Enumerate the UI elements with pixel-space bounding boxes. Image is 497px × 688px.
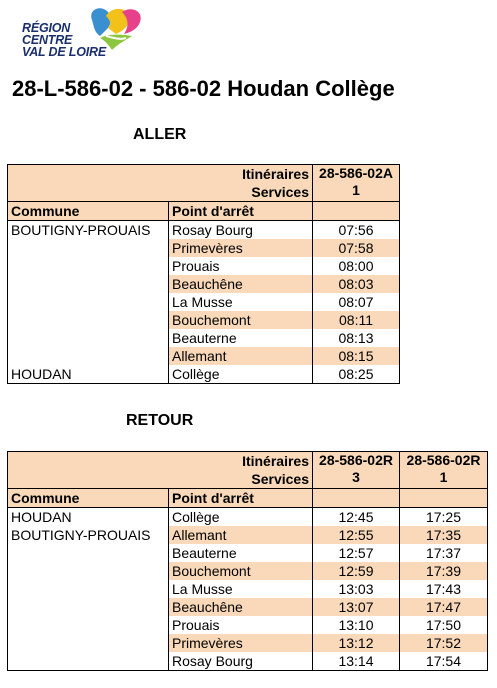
time-cell: 13:03 (313, 580, 400, 598)
itinerary-column-header (313, 165, 400, 202)
time-cell: 17:35 (400, 526, 488, 544)
commune-cell: HOUDAN (8, 508, 169, 527)
commune-cell (8, 634, 169, 652)
stop-cell: Allemant (169, 347, 313, 365)
commune-header: Commune (8, 202, 169, 221)
timetable-row (8, 329, 400, 347)
commune-cell (8, 580, 169, 598)
time-cell: 13:14 (313, 652, 400, 671)
timetable-row (8, 562, 488, 580)
time-cell: 08:03 (313, 275, 400, 293)
time-cell: 13:07 (313, 598, 400, 616)
commune-cell (8, 616, 169, 634)
time-cell: 12:59 (313, 562, 400, 580)
commune-cell: HOUDAN (8, 365, 169, 384)
section-title-aller: ALLER (133, 126, 187, 143)
itineraires-label: Itinéraires (8, 165, 313, 184)
time-cell: 08:13 (313, 329, 400, 347)
commune-cell (8, 347, 169, 365)
commune-header: Commune (8, 489, 169, 508)
itinerary-code: 28-586-02R (406, 452, 481, 468)
timetable-row (8, 526, 488, 544)
time-cell: 12:57 (313, 544, 400, 562)
time-cell: 17:54 (400, 652, 488, 671)
logo-line-1: RÉGION (22, 21, 71, 35)
timetable-row (8, 347, 400, 365)
itineraires-row (8, 165, 400, 184)
commune-cell (8, 329, 169, 347)
time-cell: 08:11 (313, 311, 400, 329)
stop-cell: Prouais (169, 257, 313, 275)
time-cell: 08:07 (313, 293, 400, 311)
timetable-retour (7, 451, 488, 671)
commune-cell (8, 311, 169, 329)
region-logo (14, 6, 146, 70)
commune-cell: BOUTIGNY-PROUAIS (8, 221, 169, 240)
time-cell: 12:45 (313, 508, 400, 527)
region-logo-mark (86, 6, 146, 52)
commune-cell (8, 293, 169, 311)
logo-line-3: VAL DE LOIRE (22, 45, 106, 59)
time-header-blank (313, 202, 400, 221)
time-cell: 17:43 (400, 580, 488, 598)
commune-cell (8, 544, 169, 562)
stop-cell: Primevères (169, 239, 313, 257)
timetable-row (8, 257, 400, 275)
timetable-row (8, 365, 400, 384)
timetable-row (8, 221, 400, 240)
timetable-row (8, 311, 400, 329)
timetable-row (8, 275, 400, 293)
services-label: Services (8, 470, 313, 489)
itinerary-column-header (313, 452, 400, 489)
point-arret-header: Point d'arrêt (169, 202, 313, 221)
stop-cell: Collège (169, 365, 313, 384)
point-arret-header: Point d'arrêt (169, 489, 313, 508)
timetable-aller (7, 164, 400, 384)
service-number: 1 (439, 469, 448, 485)
timetable-row (8, 239, 400, 257)
timetable-row (8, 580, 488, 598)
stop-cell: Prouais (169, 616, 313, 634)
stop-cell: Beauterne (169, 544, 313, 562)
commune-cell (8, 562, 169, 580)
stop-cell: Beauterne (169, 329, 313, 347)
time-cell: 17:25 (400, 508, 488, 527)
time-cell: 08:15 (313, 347, 400, 365)
stop-cell: Collège (169, 508, 313, 527)
itineraires-row (8, 452, 488, 471)
service-number: 3 (352, 469, 360, 485)
timetable-row (8, 598, 488, 616)
stop-cell: La Musse (169, 580, 313, 598)
time-cell: 08:25 (313, 365, 400, 384)
commune-cell: BOUTIGNY-PROUAIS (8, 526, 169, 544)
time-cell: 07:58 (313, 239, 400, 257)
time-cell: 17:37 (400, 544, 488, 562)
time-cell: 17:47 (400, 598, 488, 616)
timetable-row (8, 293, 400, 311)
service-number: 1 (352, 182, 360, 198)
itinerary-code: 28-586-02R (319, 452, 393, 468)
stop-cell: Rosay Bourg (169, 652, 313, 671)
stop-cell: Beauchêne (169, 598, 313, 616)
stop-cell: Allemant (169, 526, 313, 544)
commune-cell (8, 652, 169, 671)
commune-cell (8, 257, 169, 275)
commune-cell (8, 598, 169, 616)
time-cell: 17:39 (400, 562, 488, 580)
stop-cell: Beauchêne (169, 275, 313, 293)
stop-cell: La Musse (169, 293, 313, 311)
time-cell: 13:10 (313, 616, 400, 634)
itineraires-label: Itinéraires (8, 452, 313, 471)
time-header-blank (313, 489, 400, 508)
commune-cell (8, 275, 169, 293)
itinerary-column-header (400, 452, 488, 489)
time-cell: 17:52 (400, 634, 488, 652)
time-cell: 17:50 (400, 616, 488, 634)
services-label: Services (8, 183, 313, 202)
timetable-row (8, 634, 488, 652)
itinerary-code: 28-586-02A (319, 165, 393, 181)
time-cell: 13:12 (313, 634, 400, 652)
time-cell: 08:00 (313, 257, 400, 275)
timetable-row (8, 616, 488, 634)
stop-cell: Primevères (169, 634, 313, 652)
column-header-row (8, 489, 488, 508)
page-title: 28-L-586-02 - 586-02 Houdan Collège (12, 76, 395, 101)
timetable-row (8, 544, 488, 562)
stop-cell: Rosay Bourg (169, 221, 313, 240)
commune-cell (8, 239, 169, 257)
stop-cell: Bouchemont (169, 311, 313, 329)
timetable-row (8, 652, 488, 671)
section-title-retour: RETOUR (126, 412, 194, 429)
time-cell: 12:55 (313, 526, 400, 544)
logo-line-2: CENTRE (22, 33, 73, 47)
time-header-blank (400, 489, 488, 508)
timetable-row (8, 508, 488, 527)
column-header-row (8, 202, 400, 221)
time-cell: 07:56 (313, 221, 400, 240)
stop-cell: Bouchemont (169, 562, 313, 580)
